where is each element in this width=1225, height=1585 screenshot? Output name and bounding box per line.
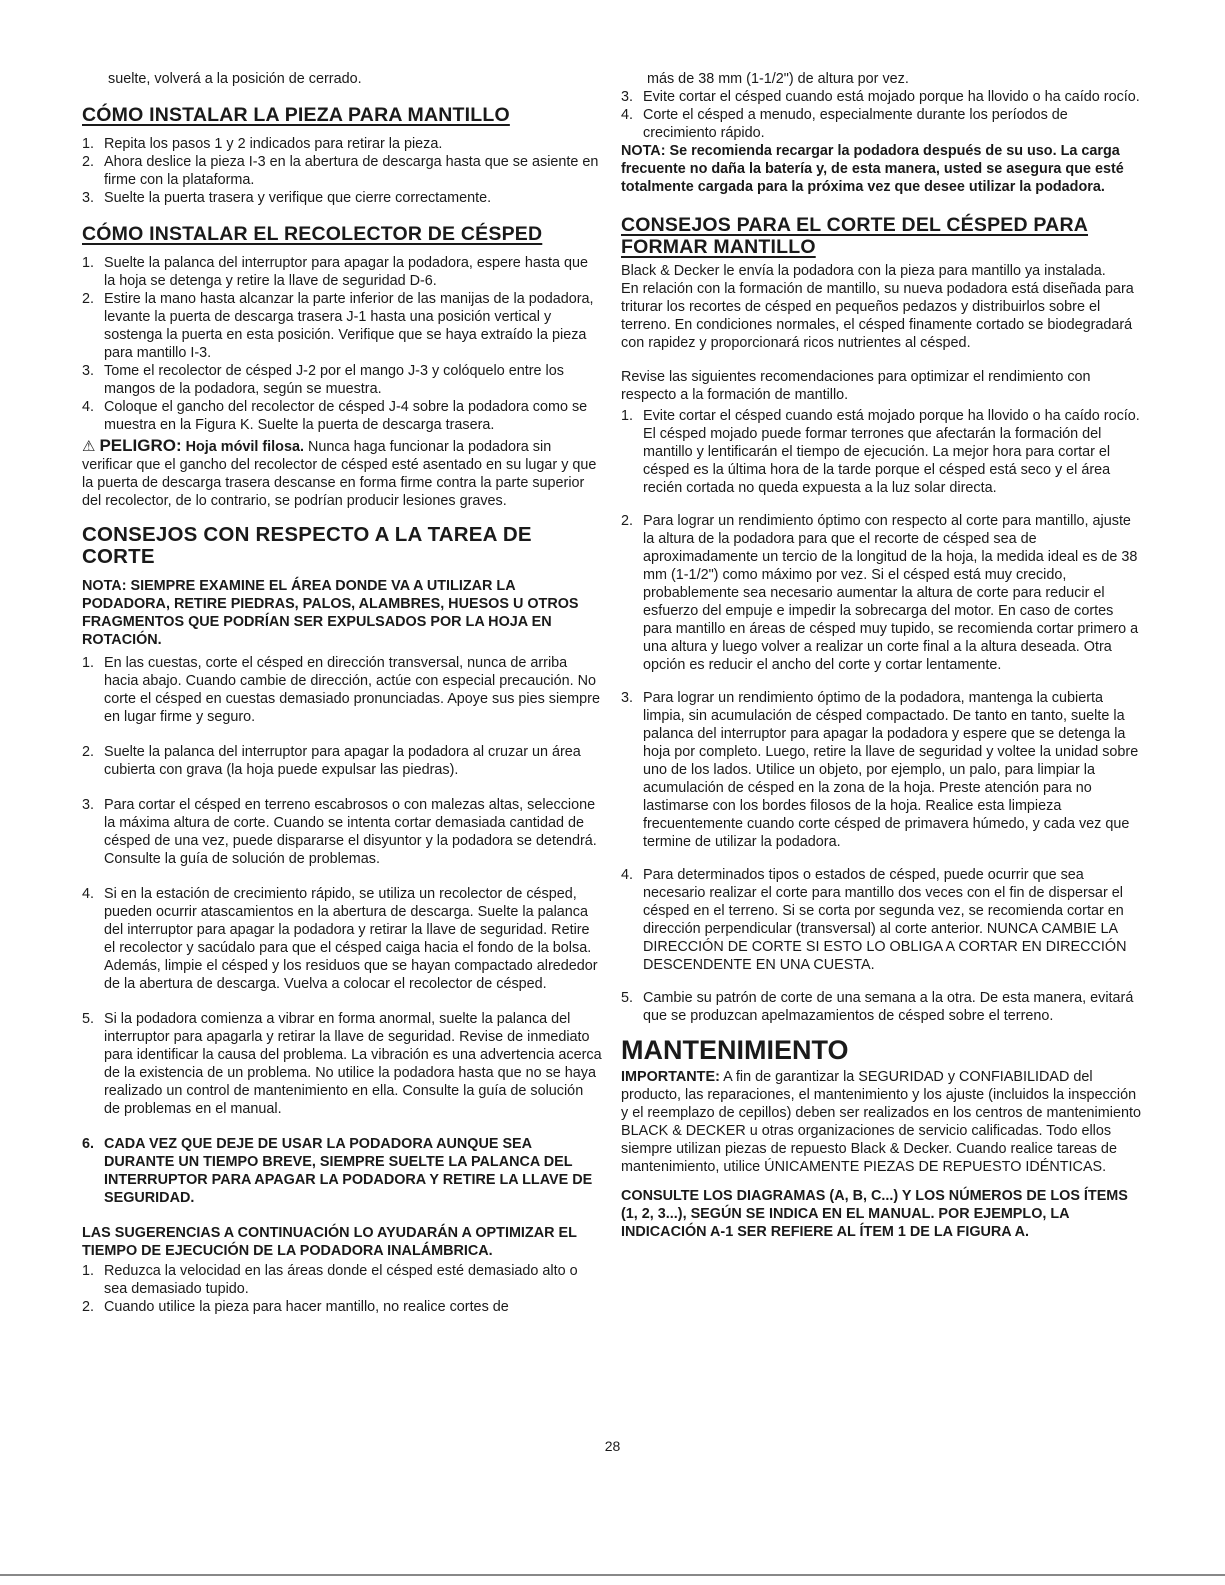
- collector-install-list: [82, 254, 602, 434]
- list-item: 3. Evite cortar el césped cuando está mojado porque ha llovido o ha caído rocío.: [621, 89, 1140, 105]
- maintenance-text: IMPORTANTE: A fin de garantizar la SEGURIDAD y CONFIABILIDAD del producto, las reparaciones, el mantenimiento y los ajuste (incluidos la inspección y el reemplazo de cepillos) deben ser realizados en los centros de mantenimiento BLACK & DECKER u otras organizaciones de servicio calificadas. Todo ellos siempre utilizan piezas de repuesto Black & Decker. Cuando realice tareas de mantenimiento, utilice ÚNICAMENTE PIEZAS DE REPUESTO IDÉNTICAS.: [621, 1069, 1141, 1175]
- diagram-note: CONSULTE LOS DIAGRAMAS (A, B, C...) Y LOS NÚMEROS DE LOS ÍTEMS (1, 2, 3...), SEGÚN SE INDICA EN EL MANUAL. POR EJEMPLO, LA INDICACIÓN A-1 SER REFIERE AL ÍTEM 1 DE LA FIGURA A.: [621, 1188, 1128, 1240]
- mulch-install-heading: CÓMO INSTALAR LA PIEZA PARA MANTILLO: [82, 104, 510, 126]
- danger-subtitle: Hoja móvil filosa.: [185, 439, 304, 455]
- list-item: 1. En las cuestas, corte el césped en dirección transversal, nunca de arriba hacia abajo. Cuando cambie de dirección, actúe con especial precaución. No corte el césped en cuestas demasiado pronunciadas. Apoye sus pies siempre en lugar firme y seguro.: [82, 655, 600, 725]
- continuation-text: suelte, volverá a la posición de cerrado.: [108, 71, 362, 87]
- danger-label: PELIGRO:: [99, 436, 182, 455]
- maintenance-heading: MANTENIMIENTO: [621, 1035, 849, 1065]
- mulch-paragraph-2: En relación con la formación de mantillo, su nueva podadora está diseñada para triturar los recortes de césped en pequeños pedazos y distribuirlos sobre el terreno. En condiciones normales, el césped finamente cortado se biodegradará con rapidez y proporcionará ricos nutrientes al césped.: [621, 281, 1134, 351]
- cutting-tips-heading: CONSEJOS CON RESPECTO A LA TAREA DE CORTE: [82, 523, 532, 568]
- left-column: [82, 70, 602, 1316]
- suggestions-list: [82, 1262, 602, 1316]
- battery-note: NOTA: Se recomienda recargar la podadora después de su uso. La carga frecuente no daña la batería y, de esta manera, usted se asegura que esté totalmente cargada para la próxima vez que desee utilizar la podadora.: [621, 143, 1124, 195]
- mulch-tips-list: [621, 407, 1141, 1025]
- list-item: 6. CADA VEZ QUE DEJE DE USAR LA PODADORA AUNQUE SEA DURANTE UN TIEMPO BREVE, SIEMPRE SUELTE LA PALANCA DEL INTERRUPTOR PARA APAGAR LA PODADORA Y RETIRE LA LLAVE DE SEGURIDAD.: [82, 1136, 593, 1206]
- list-item: 3. Para lograr un rendimiento óptimo de la podadora, mantenga la cubierta limpia, sin acumulación de césped compactado. De tanto en tanto, suelte la palanca del interruptor para apagar la podadora y espere que se detenga la hoja por completo. Luego, retire la llave de seguridad y voltee la unidad sobre uno de los lados. Utilice un objeto, por ejemplo, un palo, para limpiar la acumulación de césped en la zona de la hoja. Preste atención para no lastimarse con los bordes filosos de la hoja. Realice esta limpieza frecuentemente cuando corte césped de primavera húmedo, y cada vez que termine de utilizar la podadora.: [621, 690, 1139, 850]
- cutting-tips-note: NOTA: SIEMPRE EXAMINE EL ÁREA DONDE VA A UTILIZAR LA PODADORA, RETIRE PIEDRAS, PALOS, ALAMBRES, HUESOS U OTROS FRAGMENTOS QUE PODRÍAN SER EXPULSADOS POR LA HOJA EN ROTACIÓN.: [82, 578, 579, 648]
- cutting-tips-list: [82, 654, 602, 1207]
- mulch-tips-heading: CONSEJOS PARA EL CORTE DEL CÉSPED PARA FORMAR MANTILLO: [621, 214, 1089, 258]
- list-item: 1. Evite cortar el césped cuando está mojado porque ha llovido o ha caído rocío. El césped mojado puede formar terrones que afectarán la formación del mantillo y lentificarán el tiempo de ejecución. La mejor hora para cortar el césped es la última hora de la tarde porque el césped está seco y el área recién cortada no queda expuesta a la luz solar directa.: [621, 408, 1140, 496]
- list-item: 5. Si la podadora comienza a vibrar en forma anormal, suelte la palanca del interruptor para apagarla y retirar la llave de seguridad. Revise de inmediato para identificar la causa del problema. La vibración es una advertencia acerca de la existencia de un problema. No utilice la podadora hasta que no se haya realizado un control de mantenimiento en ella. Consulte la guía de solución de problemas en el manual.: [82, 1011, 602, 1117]
- list-item: 4. Coloque el gancho del recolector de césped J-4 sobre la podadora como se muestra en la Figura K. Suelte la puerta de descarga trasera.: [82, 399, 588, 433]
- list-item: 2. Estire la mano hasta alcanzar la parte inferior de las manijas de la podadora, levante la puerta de descarga trasera J-1 hasta una posición vertical y sostenga la puerta en esta posición. Verifique que se haya extraído la pieza para mantillo I-3.: [82, 291, 594, 361]
- danger-warning: [82, 437, 602, 510]
- mulch-paragraph-3: Revise las siguientes recomendaciones para optimizar el rendimiento con respecto a la formación de mantillo.: [621, 369, 1091, 403]
- collector-install-heading: CÓMO INSTALAR EL RECOLECTOR DE CÉSPED: [82, 223, 543, 245]
- list-item: 4. Para determinados tipos o estados de césped, puede ocurrir que sea necesario realizar el corte para mantillo dos veces con el fin de dispersar el césped en el terreno. Si se corta por segunda vez, se recomienda cortar en dirección perpendicular (transversal) al corte anterior. NUNCA CAMBIE LA DIRECCIÓN DE CORTE SI ESTO LO OBLIGA A CORTAR EN DIRECCIÓN DESCENDENTE EN UNA CUESTA.: [621, 867, 1127, 973]
- list-item: 5. Cambie su patrón de corte de una semana a la otra. De esta manera, evitará que se produzcan apelmazamientos de césped sobre el terreno.: [621, 990, 1134, 1024]
- list-item: 4. Corte el césped a menudo, especialmente durante los períodos de crecimiento rápido.: [621, 107, 1068, 141]
- list-item: 2. Para lograr un rendimiento óptimo con respecto al corte para mantillo, ajuste la altura de la podadora para que el recorte de césped sea de aproximadamente un tercio de la longitud de la hoja, la medida ideal es de 38 mm (1-1/2") como máximo por vez. Si el césped está muy crecido, probablemente sea necesario aumentar la altura de corte para reducir el esfuerzo del empuje e impedir la sobrecarga del motor. En caso de cortes para mantillo en áreas de césped muy tupido, se recomienda cortar primero a una altura y luego volver a realizar un corte final a la altura deseada. Otra opción es reducir el ancho del corte y cortar lentamente.: [621, 513, 1139, 673]
- warning-triangle-icon: ⚠: [82, 438, 96, 455]
- list-item: 1. Reduzca la velocidad en las áreas donde el césped esté demasiado alto o sea demasiado tupido.: [82, 1263, 578, 1297]
- suggestions-heading: LAS SUGERENCIAS A CONTINUACIÓN LO AYUDARÁN A OPTIMIZAR EL TIEMPO DE EJECUCIÓN DE LA PODADORA INALÁMBRICA.: [82, 1225, 577, 1259]
- right-column: [621, 70, 1141, 1241]
- page-number: 28: [604, 1438, 621, 1454]
- list-item: 3. Suelte la puerta trasera y verifique que cierre correctamente.: [82, 190, 492, 206]
- list-item: 3. Para cortar el césped en terreno escabrosos o con malezas altas, seleccione la máxima altura de corte. Cuando se intenta cortar demasiada cantidad de césped de una vez, puede dispararse el disyuntor y la podadora se detendrá. Consulte la guía de solución de problemas.: [82, 797, 597, 867]
- list-item: 1. Repita los pasos 1 y 2 indicados para retirar la pieza.: [82, 136, 443, 152]
- bottom-divider: [0, 1574, 1225, 1576]
- important-label: IMPORTANTE:: [621, 1069, 720, 1085]
- list-item: 2. Ahora deslice la pieza I-3 en la abertura de descarga hasta que se asiente en firme con la plataforma.: [82, 154, 599, 188]
- list-item: 2. Suelte la palanca del interruptor para apagar la podadora al cruzar un área cubierta con grava (la hoja puede expulsar las piedras).: [82, 744, 581, 778]
- list-item: 1. Suelte la palanca del interruptor para apagar la podadora, espere hasta que la hoja se detenga y retire la llave de seguridad D-6.: [82, 255, 589, 289]
- continued-list: [621, 88, 1141, 142]
- continuation-text: más de 38 mm (1-1/2") de altura por vez.: [647, 71, 909, 87]
- list-item: 3. Tome el recolector de césped J-2 por el mango J-3 y colóquelo entre los mangos de la podadora, según se muestra.: [82, 363, 564, 397]
- mulch-paragraph-1: Black & Decker le envía la podadora con la pieza para mantillo ya instalada.: [621, 263, 1106, 279]
- list-item: 2. Cuando utilice la pieza para hacer mantillo, no realice cortes de: [82, 1299, 509, 1315]
- mulch-install-list: [82, 135, 602, 207]
- danger-text: Nunca haga funcionar la podadora sin verificar que el gancho del recolector de césped esté asentado en su lugar y que la puerta de descarga trasera descanse en forma firme contra la parte superior del recolector, de lo contrario, se podrían producir lesiones graves.: [82, 439, 597, 509]
- list-item: 4. Si en la estación de crecimiento rápido, se utiliza un recolector de césped, pueden ocurrir atascamientos en la abertura de descarga. Suelte la palanca del interruptor para apagar la podadora y retirar la llave de seguridad. Retire el recolector y sacúdalo para que el césped caiga hacia el fondo de la bolsa. Además, limpie el césped y los residuos que se hayan compactado alrededor de la abertura de descarga. Vuelva a colocar el recolector de césped.: [82, 886, 598, 992]
